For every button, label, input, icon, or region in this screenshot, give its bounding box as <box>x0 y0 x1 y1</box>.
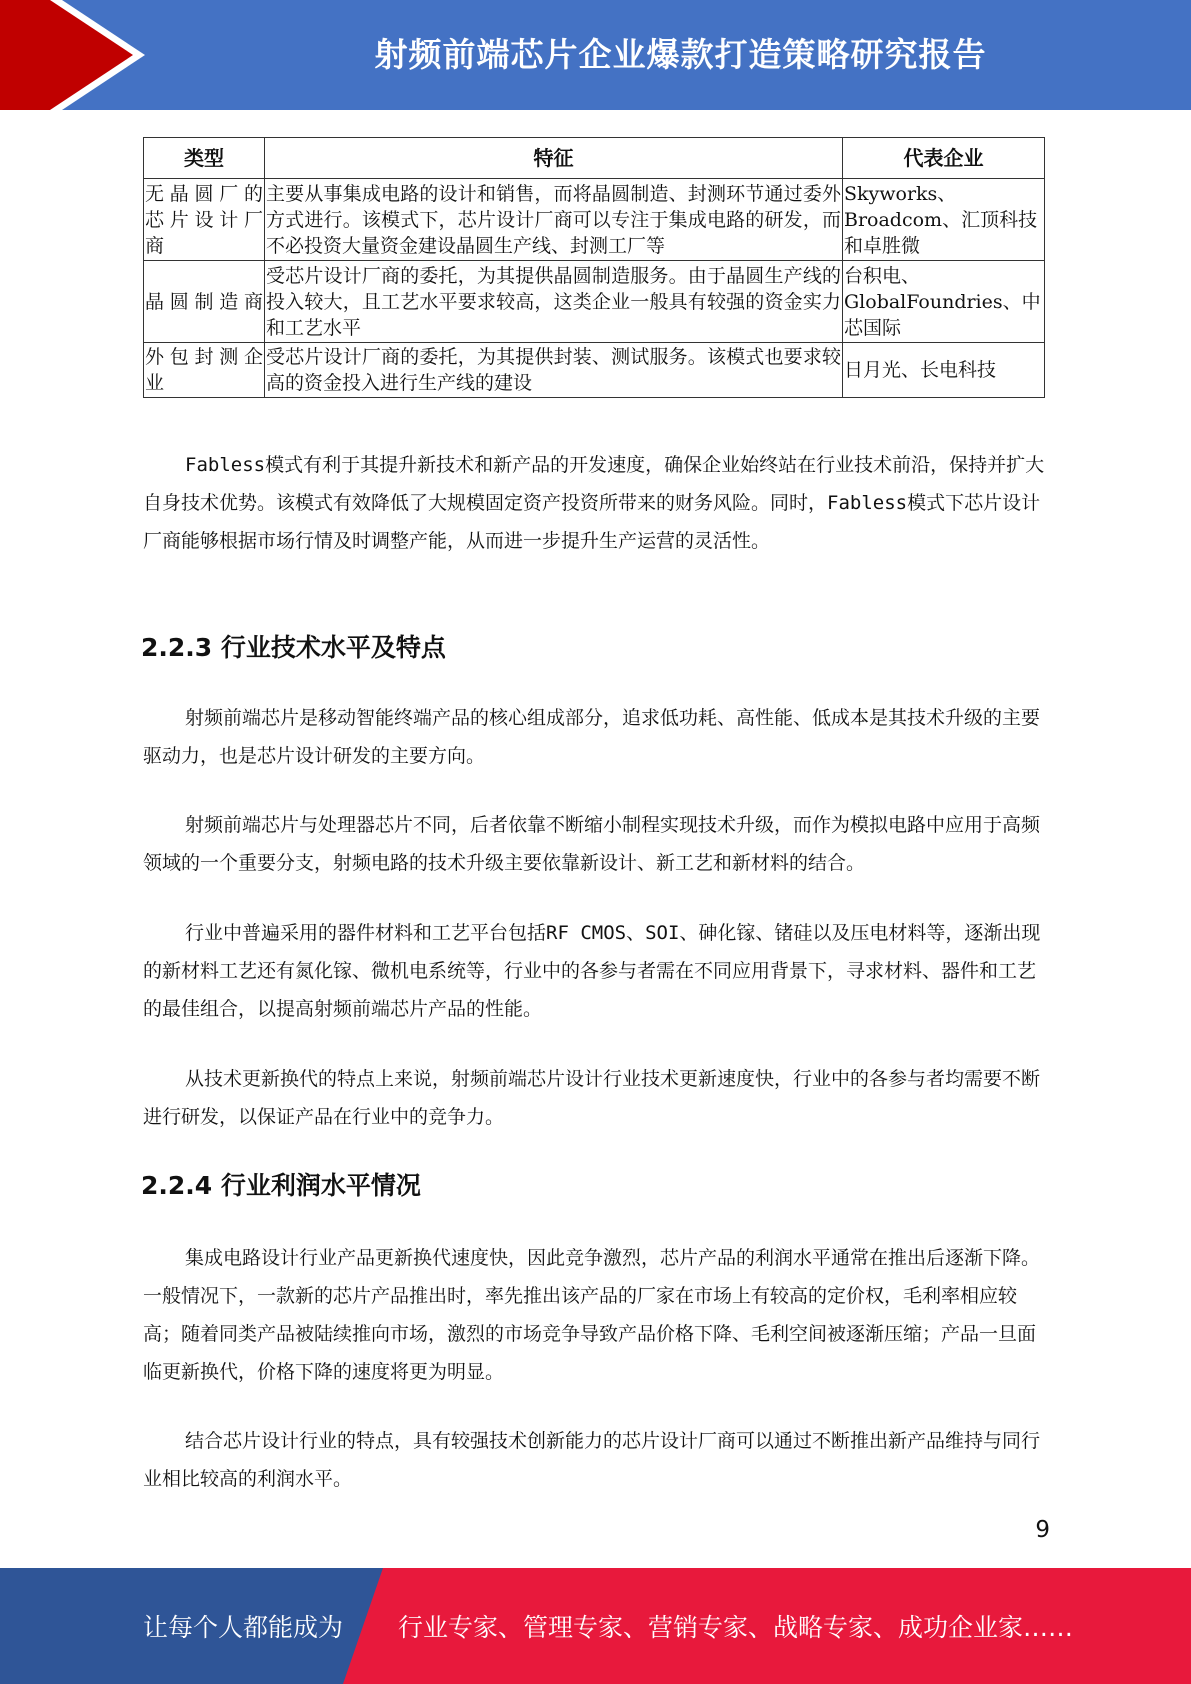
type-line: 芯片设计厂 <box>145 208 263 231</box>
paragraph-materials: 行业中普遍采用的器件材料和工艺平台包括RF CMOS、SOI、砷化镓、锗硅以及压电材料等，逐渐出现的新材料工艺还有氮化镓、微机电系统等，行业中的各参与者需在不同应用背景下，寻求材料、器件和工艺的最佳组合，以提高射频前端芯片产品的性能。 <box>143 922 1041 1020</box>
section-heading-2-2-4: 2.2.4 行业利润水平情况 <box>141 1171 421 1200</box>
section-heading-2-2-3: 2.2.3 行业技术水平及特点 <box>141 633 446 662</box>
type-cell <box>144 343 265 398</box>
table-row <box>144 179 1045 261</box>
page-header <box>0 0 1191 110</box>
type-line: 外包封测企 <box>145 346 263 368</box>
paragraph-innovation: 结合芯片设计行业的特点，具有较强技术创新能力的芯片设计厂商可以通过不断推出新产品维持与同行业相比较高的利润水平。 <box>143 1430 1041 1490</box>
feature-cell: 受芯片设计厂商的委托，为其提供晶圆制造服务。由于晶圆生产线的投入较大，且工艺水平要求较高，这类企业一般具有较强的资金实力和工艺水平 <box>265 261 843 343</box>
table-row <box>144 343 1045 398</box>
type-line: 无晶圆厂的 <box>145 182 263 205</box>
paragraph-profit-trend: 集成电路设计行业产品更新换代速度快，因此竞争激烈，芯片产品的利润水平通常在推出后逐渐下降。一般情况下，一款新的芯片产品推出时，率先推出该产品的厂家在市场上有较高的定价权，毛利率相应较高；随着同类产品被陆续推向市场，激烈的市场竞争导致产品价格下降、毛利空间被逐渐压缩；产品一旦面临更新换代，价格下降的速度将更为明显。 <box>143 1247 1041 1383</box>
footer-slogan-right: 行业专家、管理专家、营销专家、战略专家、成功企业家…… <box>398 1613 1074 1642</box>
paragraph-tech-update: 从技术更新换代的特点上来说，射频前端芯片设计行业技术更新速度快，行业中的各参与者均需要不断进行研发，以保证产品在行业中的竞争力。 <box>143 1068 1041 1128</box>
paragraph-rf-vs-processor: 射频前端芯片与处理器芯片不同，后者依靠不断缩小制程实现技术升级，而作为模拟电路中应用于高频领域的一个重要分支，射频电路的技术升级主要依靠新设计、新工艺和新材料的结合。 <box>143 814 1041 874</box>
type-line: 商 <box>145 234 165 257</box>
red-chevron-decoration <box>0 0 160 110</box>
page-footer <box>0 1568 1191 1684</box>
table-header-row <box>144 138 1045 179</box>
feature-cell: 主要从事集成电路的设计和销售，而将晶圆制造、封测环节通过委外方式进行。该模式下，芯片设计厂商可以专注于集成电路的研发，而不必投资大量资金建设晶圆生产线、封测工厂等 <box>265 179 843 261</box>
feature-cell: 受芯片设计厂商的委托，为其提供封装、测试服务。该模式也要求较高的资金投入进行生产线的建设 <box>265 343 843 398</box>
representatives-cell: Skyworks、Broadcom、汇顶科技和卓胜微 <box>843 179 1045 261</box>
type-line: 晶圆制造商 <box>145 290 263 313</box>
paragraph-rf-core: 射频前端芯片是移动智能终端产品的核心组成部分，追求低功耗、高性能、低成本是其技术升级的主要驱动力，也是芯片设计研发的主要方向。 <box>143 707 1041 767</box>
table-row <box>144 261 1045 343</box>
company-type-table <box>143 137 1045 398</box>
type-cell <box>144 179 265 261</box>
header-representatives: 代表企业 <box>843 138 1045 179</box>
type-cell <box>144 261 265 343</box>
page-number: 9 <box>1035 1517 1050 1543</box>
type-line: 业 <box>145 372 165 394</box>
representatives-cell: 日月光、长电科技 <box>843 343 1045 398</box>
footer-slogan-left: 让每个人都能成为 <box>143 1613 344 1642</box>
header-type: 类型 <box>144 138 265 179</box>
representatives-cell: 台积电、GlobalFoundries、中芯国际 <box>843 261 1045 343</box>
header-feature: 特征 <box>265 138 843 179</box>
report-title: 射频前端芯片企业爆款打造策略研究报告 <box>374 34 987 74</box>
paragraph-fabless-advantages: Fabless模式有利于其提升新技术和新产品的开发速度，确保企业始终站在行业技术前沿，保持并扩大自身技术优势。该模式有效降低了大规模固定资产投资所带来的财务风险。同时，Fabless模式下芯片设计厂商能够根据市场行情及时调整产能，从而进一步提升生产运营的灵活性。 <box>143 454 1045 552</box>
